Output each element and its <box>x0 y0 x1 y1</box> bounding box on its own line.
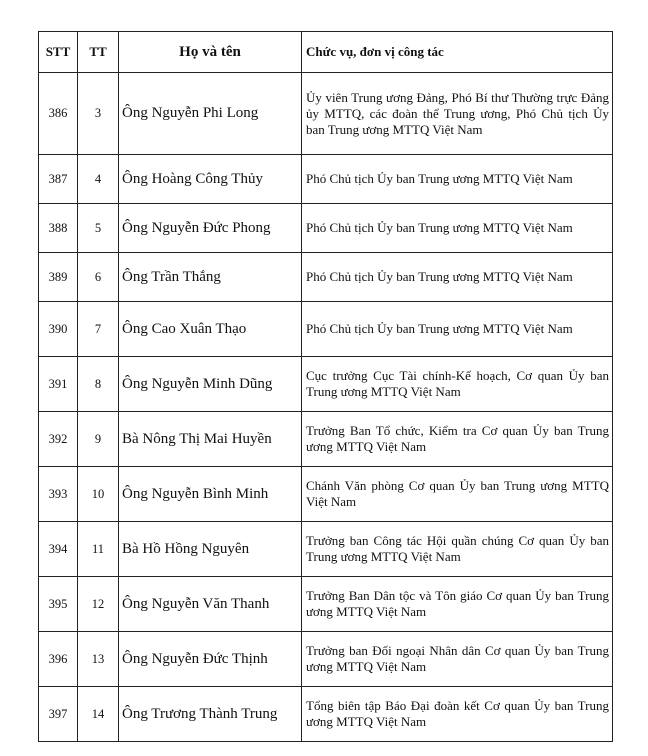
cell-tt: 14 <box>78 687 119 742</box>
header-tt: TT <box>78 32 119 73</box>
cell-role: Phó Chủ tịch Ủy ban Trung ương MTTQ Việt Nam <box>302 155 613 204</box>
cell-tt: 10 <box>78 467 119 522</box>
cell-role: Phó Chủ tịch Ủy ban Trung ương MTTQ Việt Nam <box>302 253 613 302</box>
cell-name: Ông Nguyễn Đức Thịnh <box>119 632 302 687</box>
table-row <box>39 687 613 742</box>
cell-name: Ông Nguyễn Phi Long <box>119 73 302 155</box>
cell-stt: 396 <box>39 632 78 687</box>
table-row <box>39 73 613 155</box>
cell-tt: 7 <box>78 302 119 357</box>
cell-name: Ông Hoàng Công Thủy <box>119 155 302 204</box>
cell-role: Trưởng Ban Tổ chức, Kiểm tra Cơ quan Ủy ban Trung ương MTTQ Việt Nam <box>302 412 613 467</box>
cell-role: Phó Chủ tịch Ủy ban Trung ương MTTQ Việt Nam <box>302 302 613 357</box>
cell-name: Bà Hồ Hồng Nguyên <box>119 522 302 577</box>
cell-tt: 6 <box>78 253 119 302</box>
cell-name: Ông Nguyễn Văn Thanh <box>119 577 302 632</box>
header-stt: STT <box>39 32 78 73</box>
cell-tt: 8 <box>78 357 119 412</box>
cell-name: Ông Trương Thành Trung <box>119 687 302 742</box>
cell-tt: 12 <box>78 577 119 632</box>
cell-role: Ủy viên Trung ương Đảng, Phó Bí thư Thường trực Đảng ủy MTTQ, các đoàn thể Trung ương, Phó Chủ tịch Ủy ban Trung ương MTTQ Việt Nam <box>302 73 613 155</box>
cell-role: Chánh Văn phòng Cơ quan Ủy ban Trung ương MTTQ Việt Nam <box>302 467 613 522</box>
cell-stt: 386 <box>39 73 78 155</box>
cell-role: Cục trưởng Cục Tài chính-Kế hoạch, Cơ quan Ủy ban Trung ương MTTQ Việt Nam <box>302 357 613 412</box>
table-row <box>39 412 613 467</box>
table-row <box>39 577 613 632</box>
table-row <box>39 155 613 204</box>
header-role: Chức vụ, đơn vị công tác <box>302 32 613 73</box>
table-row <box>39 357 613 412</box>
cell-role: Tổng biên tập Báo Đại đoàn kết Cơ quan Ủy ban Trung ương MTTQ Việt Nam <box>302 687 613 742</box>
cell-name: Bà Nông Thị Mai Huyền <box>119 412 302 467</box>
table-row <box>39 204 613 253</box>
cell-role: Trưởng Ban Dân tộc và Tôn giáo Cơ quan Ủy ban Trung ương MTTQ Việt Nam <box>302 577 613 632</box>
cell-stt: 389 <box>39 253 78 302</box>
table-header-row <box>39 32 613 73</box>
table-row <box>39 632 613 687</box>
cell-tt: 11 <box>78 522 119 577</box>
cell-name: Ông Cao Xuân Thạo <box>119 302 302 357</box>
table-row <box>39 467 613 522</box>
cell-role: Phó Chủ tịch Ủy ban Trung ương MTTQ Việt Nam <box>302 204 613 253</box>
cell-stt: 388 <box>39 204 78 253</box>
cell-name: Ông Trần Thắng <box>119 253 302 302</box>
table-row <box>39 302 613 357</box>
cell-tt: 13 <box>78 632 119 687</box>
cell-stt: 390 <box>39 302 78 357</box>
cell-stt: 394 <box>39 522 78 577</box>
cell-stt: 392 <box>39 412 78 467</box>
table-row <box>39 522 613 577</box>
cell-name: Ông Nguyễn Minh Dũng <box>119 357 302 412</box>
cell-tt: 9 <box>78 412 119 467</box>
cell-name: Ông Nguyễn Đức Phong <box>119 204 302 253</box>
cell-stt: 393 <box>39 467 78 522</box>
header-name: Họ và tên <box>119 32 302 73</box>
cell-stt: 391 <box>39 357 78 412</box>
cell-name: Ông Nguyễn Bình Minh <box>119 467 302 522</box>
cell-role: Trưởng ban Đối ngoại Nhân dân Cơ quan Ủy ban Trung ương MTTQ Việt Nam <box>302 632 613 687</box>
cell-role: Trưởng ban Công tác Hội quần chúng Cơ quan Ủy ban Trung ương MTTQ Việt Nam <box>302 522 613 577</box>
cell-stt: 397 <box>39 687 78 742</box>
cell-tt: 4 <box>78 155 119 204</box>
cell-tt: 3 <box>78 73 119 155</box>
personnel-table <box>38 31 613 742</box>
table-row <box>39 253 613 302</box>
cell-stt: 395 <box>39 577 78 632</box>
cell-tt: 5 <box>78 204 119 253</box>
cell-stt: 387 <box>39 155 78 204</box>
